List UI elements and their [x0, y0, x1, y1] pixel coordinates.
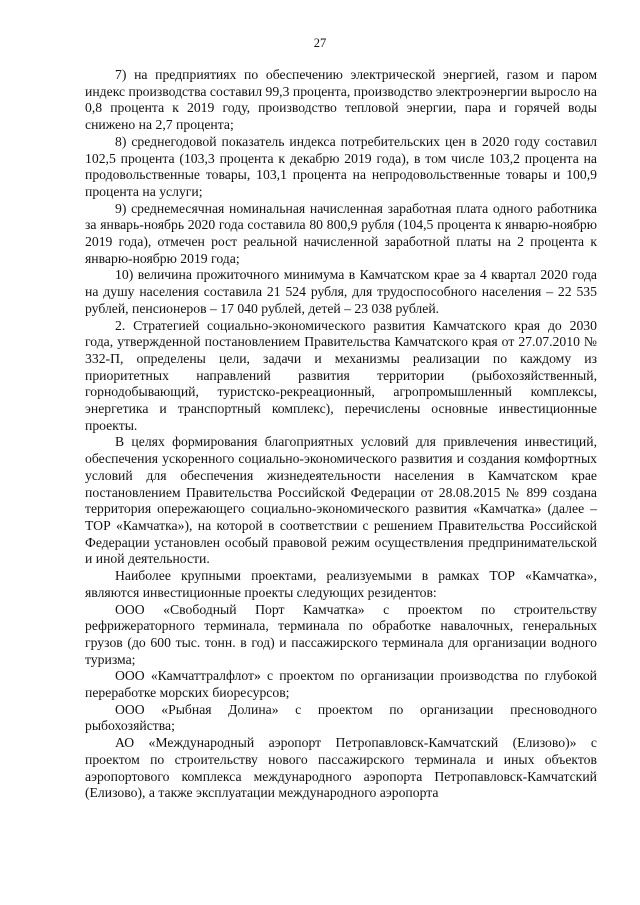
paragraph-strategy: 2. Стратегией социально-экономического развития Камчатского края до 2030 года, утвержденной постановлением Правительства Камчатского края от 27.07.2010 № 332-П, определены цели, задачи и механизмы реализации по каждому из приоритетных направлений развития территории (рыбохозяйственный, горнодобывающий, туристско-рекреационный, агропромышленный комплексы, энергетика и транспортный комплекс), перечислены основные инвестиционные проекты. [85, 317, 597, 433]
paragraph-item-8: 8) среднегодовой показатель индекса потребительских цен в 2020 году составил 102,5 процента (103,3 процента к декабрю 2019 года), в том числе 103,2 процента на продовольственные товары, 103,1 процента на непродовольственные товары и 100,9 процента на услуги; [85, 133, 597, 199]
document-body [85, 67, 597, 802]
paragraph-item-9: 9) среднемесячная номинальная начисленная заработная плата одного работника за январь-ноябрь 2020 года составила 80 800,9 рубля (104,5 процента к январю-ноябрю 2019 года), отмечен рост реальной начисленной заработной платы на 2 процента к январю-ноябрю 2019 года; [85, 200, 597, 266]
paragraph-resident-airport: АО «Международный аэропорт Петропавловск-Камчатский (Елизово)» с проектом по строительству нового пассажирского терминала и иных объектов аэропортового комплекса международного аэропорта Петропавловск-Камчатский (Елизово), а также эксплуатации международного аэропорта [85, 735, 597, 801]
page-number: 27 [313, 36, 327, 50]
paragraph-resident-kamchattralflot: ООО «Камчаттралфлот» с проектом по организации производства по глубокой переработке морских биоресурсов; [85, 668, 597, 701]
paragraph-resident-rybnaya-dolina: ООО «Рыбная Долина» с проектом по организации пресноводного рыбохозяйства; [85, 701, 597, 734]
paragraph-resident-projects-intro: Наиболее крупными проектами, реализуемыми в рамках ТОР «Камчатка», являются инвестиционные проекты следующих резидентов: [85, 568, 597, 600]
paragraph-resident-free-port: ООО «Свободный Порт Камчатка» с проектом по строительству рефрижераторного терминала, терминала по обработке навалочных, генеральных грузов (до 600 тыс. тонн. в год) и пассажирского терминала для организации водного туризма; [85, 601, 597, 667]
paragraph-tor-kamchatka: В целях формирования благоприятных условий для привлечения инвестиций, обеспечения ускоренного социально-экономического развития и создания комфортных условий для обеспечения жизнедеятельности населения в Камчатском крае постановлением Правительства Российской Федерации от 28.08.2015 № 899 создана территория опережающего социально-экономического развития «Камчатка» (далее – ТОР «Камчатка»), на которой в соответствии с решением Правительства Российской Федерации установлен особый правовой режим осуществления предпринимательской и иной деятельности. [85, 434, 597, 567]
paragraph-item-7: 7) на предприятиях по обеспечению электрической энергией, газом и паром индекс производства составил 99,3 процента, производство электроэнергии выросло на 0,8 процента к 2019 году, производство тепловой энергии, пара и горячей воды снижено на 2,7 процента; [85, 67, 597, 133]
paragraph-item-10: 10) величина прожиточного минимума в Камчатском крае за 4 квартал 2020 года на душу населения составила 21 524 рубля, для трудоспособного населения – 22 535 рублей, пенсионеров – 17 040 рублей, детей – 23 038 рублей. [85, 267, 597, 316]
